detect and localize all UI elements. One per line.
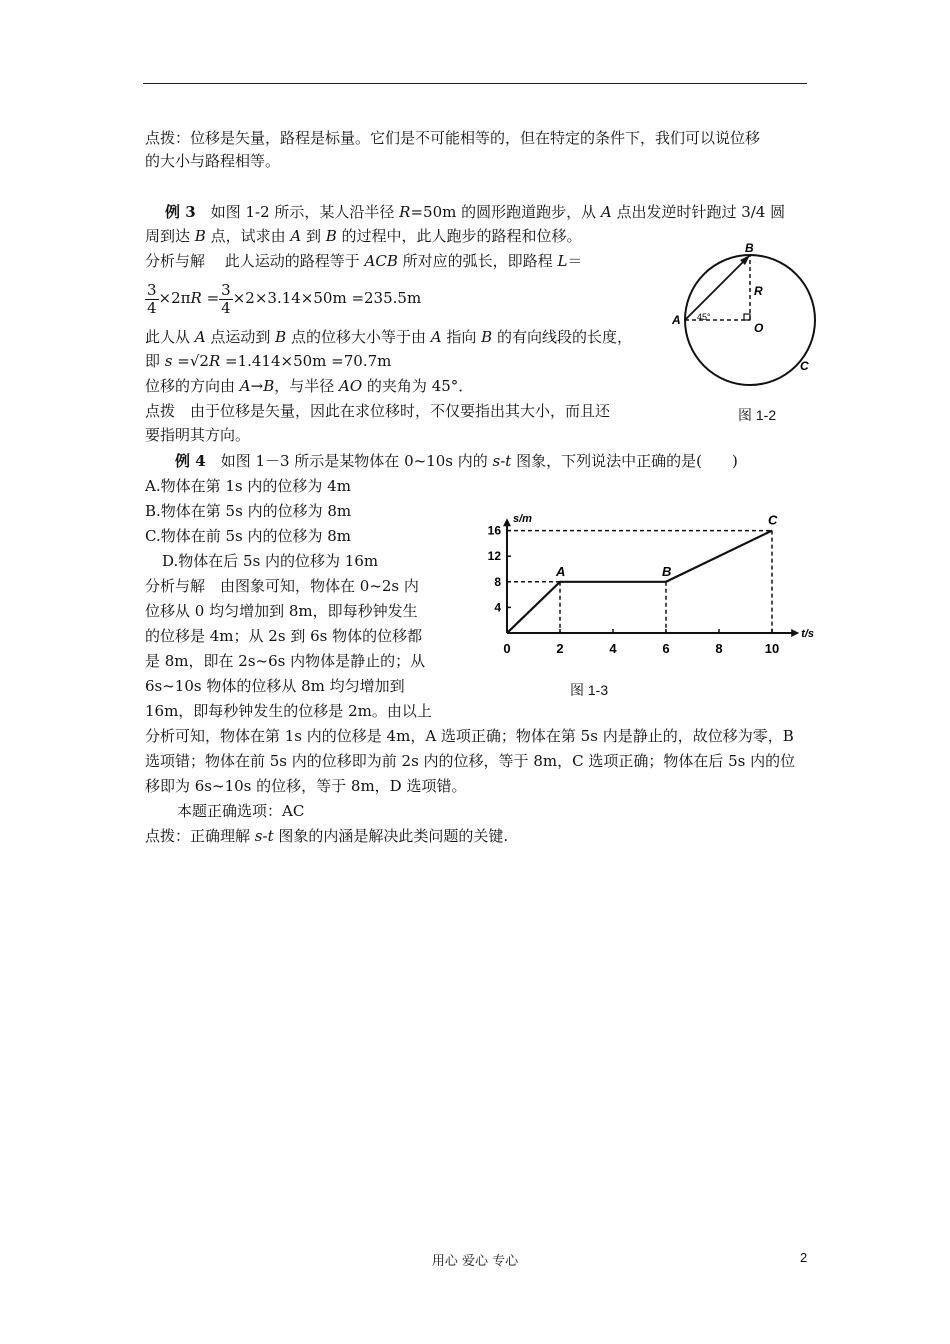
text: 点出发逆时针跑过 3/4 圆: [611, 203, 786, 221]
text: ，与半径: [274, 377, 340, 395]
var: B: [275, 328, 287, 346]
figure-1-2-caption: 图 1-2: [738, 407, 777, 423]
option-a: A.物体在第 1s 内的位移为 4m: [145, 477, 351, 495]
example4-analysis-7: 分析可知，物体在第 1s 内的位移是 4m，A 选项正确；物体在第 5s 内是静止的，故位移为零，B: [145, 727, 794, 745]
example4-question: [175, 450, 738, 472]
hint-line-1: 点拨：位移是矢量，路程是标量。它们是不可能相等的，但在特定的条件下，我们可以说位移: [145, 129, 761, 147]
y-tick-label: 4: [494, 600, 501, 615]
var: AO: [339, 377, 363, 395]
example4-analysis-4: 是 8m，即在 2s~6s 内物体是静止的；从: [145, 652, 426, 670]
example3-equation-2: [145, 350, 391, 372]
var: A: [600, 203, 612, 221]
example3-label: 例 3: [165, 203, 196, 221]
y-axis-arrow-icon: [503, 518, 511, 526]
text: 图象，下列说法中正确的是( ): [511, 452, 738, 470]
var: A: [239, 377, 251, 395]
x-tick-label: 8: [715, 641, 723, 656]
text: 所对应的弧长，即路程: [397, 252, 558, 270]
var: t: [505, 452, 512, 470]
var: B: [481, 328, 493, 346]
point-C-label: C: [800, 359, 809, 373]
text: 位移的方向由: [145, 377, 240, 395]
figure-1-3-st-graph: [455, 512, 825, 670]
example3-analysis: [145, 250, 582, 272]
text: 点，试求由: [205, 227, 291, 245]
text: ＝: [567, 252, 583, 270]
y-tick-label: 12: [487, 549, 501, 564]
var: R: [190, 289, 202, 307]
text: -: [262, 827, 268, 845]
text: 分析与解 此人运动的路程等于: [145, 252, 365, 270]
x-tick-label: 4: [609, 641, 617, 656]
var: A: [194, 328, 206, 346]
example4-analysis-8: 选项错；物体在前 5s 内的位移即为前 2s 内的位移，等于 8m，C 选项正确；物体在后 5s 内的位: [145, 752, 796, 770]
example4-analysis-5: 6s~10s 物体的位移从 8m 均匀增加到: [145, 677, 405, 695]
example3-line-2: [145, 225, 582, 247]
point-label-A: A: [556, 563, 566, 579]
example4-hint: [145, 825, 508, 847]
footer-slogan: 用心 爱心 专心: [431, 1254, 519, 1269]
var: B: [194, 227, 206, 245]
header-rule: [143, 83, 807, 84]
figure-1-2-circle-diagram: [670, 240, 830, 400]
example3-line-1: [165, 201, 785, 223]
var: B: [263, 377, 275, 395]
point-label-B: B: [662, 563, 672, 579]
example3-displacement: [145, 326, 632, 348]
var: ACB: [364, 252, 398, 270]
x-tick-label: 2: [556, 641, 564, 656]
var: A: [290, 227, 302, 245]
numerator: 3: [221, 280, 231, 299]
fraction: [145, 282, 159, 317]
example3-hint-line-1: 点拨 由于位移是矢量，因此在求位移时，不仅要指出其大小，而且还: [145, 402, 611, 420]
x-axis-label: t/s: [801, 628, 815, 640]
text: 如图 1－3 所示是某物体在 0~10s 内的: [220, 452, 493, 470]
example4-label: 例 4: [175, 452, 206, 470]
text: 点的位移大小等于由: [286, 328, 431, 346]
text: 点运动到: [205, 328, 276, 346]
var: L: [557, 252, 568, 270]
y-tick-label: 16: [487, 523, 501, 538]
x-axis-arrow-icon: [791, 629, 799, 637]
point-O-label: O: [754, 321, 764, 335]
denominator: 4: [147, 298, 157, 317]
angle-label: 45°: [697, 312, 711, 322]
y-axis-label: s/m: [513, 513, 532, 526]
var: s: [164, 352, 173, 370]
point-label-C: C: [768, 512, 778, 528]
example3-direction: [145, 375, 473, 397]
series-line: [507, 531, 772, 633]
x-tick-label: 6: [662, 641, 670, 656]
text: ×2π: [158, 289, 191, 307]
figure-1-3-caption: 图 1-3: [570, 682, 609, 698]
example4-analysis-2: 位移从 0 均匀增加到 8m，即每秒钟发生: [145, 602, 418, 620]
text: 的过程中，此人跑步的路程和位移。: [336, 227, 582, 245]
var: B: [325, 227, 337, 245]
example4-answer: 本题正确选项：AC: [177, 802, 305, 820]
fraction: [219, 282, 233, 317]
arrow: →: [250, 377, 264, 395]
text: 点拨：正确理解: [145, 827, 255, 845]
right-angle-mark: [744, 314, 750, 320]
text: =50m 的圆形跑道跑步，从: [410, 203, 601, 221]
text: 周到达: [145, 227, 195, 245]
page-number: 2: [800, 1250, 808, 1265]
denominator: 4: [221, 298, 231, 317]
text: 的有向线段的长度，: [492, 328, 632, 346]
text: =1.414×50m =70.7m: [220, 352, 392, 370]
hint-line-2: 的大小与路程相等。: [145, 152, 281, 170]
text: 图象的内涵是解决此类问题的关键.: [273, 827, 509, 845]
text: 此人从: [145, 328, 195, 346]
option-d: D.物体在后 5s 内的位移为 16m: [162, 552, 379, 570]
option-c: C.物体在前 5s 内的位移为 8m: [145, 527, 352, 545]
example3-hint-line-2: 要指明其方向。: [145, 426, 251, 444]
radius-R-label: R: [754, 284, 763, 298]
example4-analysis-3: 的位移是 4m；从 2s 到 6s 物体的位移都: [145, 627, 423, 645]
example4-analysis-9: 移即为 6s~10s 的位移，等于 8m，D 选项错。: [145, 777, 467, 795]
text: 如图 1-2 所示，某人沿半径: [210, 203, 400, 221]
text: ×2×3.14×50m =235.5m: [232, 289, 422, 307]
var: s: [492, 452, 501, 470]
numerator: 3: [147, 280, 157, 299]
var: s: [254, 827, 263, 845]
displacement-AB: [685, 259, 746, 320]
text: 即: [145, 352, 165, 370]
example3-equation-1: [145, 278, 421, 318]
var: R: [208, 352, 221, 370]
text: 的夹角为 45°．: [362, 377, 474, 395]
text: -: [500, 452, 506, 470]
var: A: [430, 328, 442, 346]
y-tick-label: 8: [494, 574, 501, 589]
var: R: [399, 203, 411, 221]
point-A-label: A: [672, 313, 681, 327]
text: 到: [301, 227, 326, 245]
example4-analysis-1: 分析与解 由图象可知，物体在 0~2s 内: [145, 577, 419, 595]
x-tick-label: 0: [503, 641, 511, 656]
sqrt: √2: [189, 352, 209, 370]
option-b: B.物体在第 5s 内的位移为 8m: [145, 502, 352, 520]
text: =: [201, 289, 220, 307]
text: 指向: [441, 328, 482, 346]
example4-analysis-6: 16m，即每秒钟发生的位移是 2m。由以上: [145, 702, 432, 720]
text: =: [172, 352, 190, 370]
point-B-label: B: [745, 241, 754, 255]
var: t: [267, 827, 274, 845]
x-tick-label: 10: [764, 641, 780, 656]
